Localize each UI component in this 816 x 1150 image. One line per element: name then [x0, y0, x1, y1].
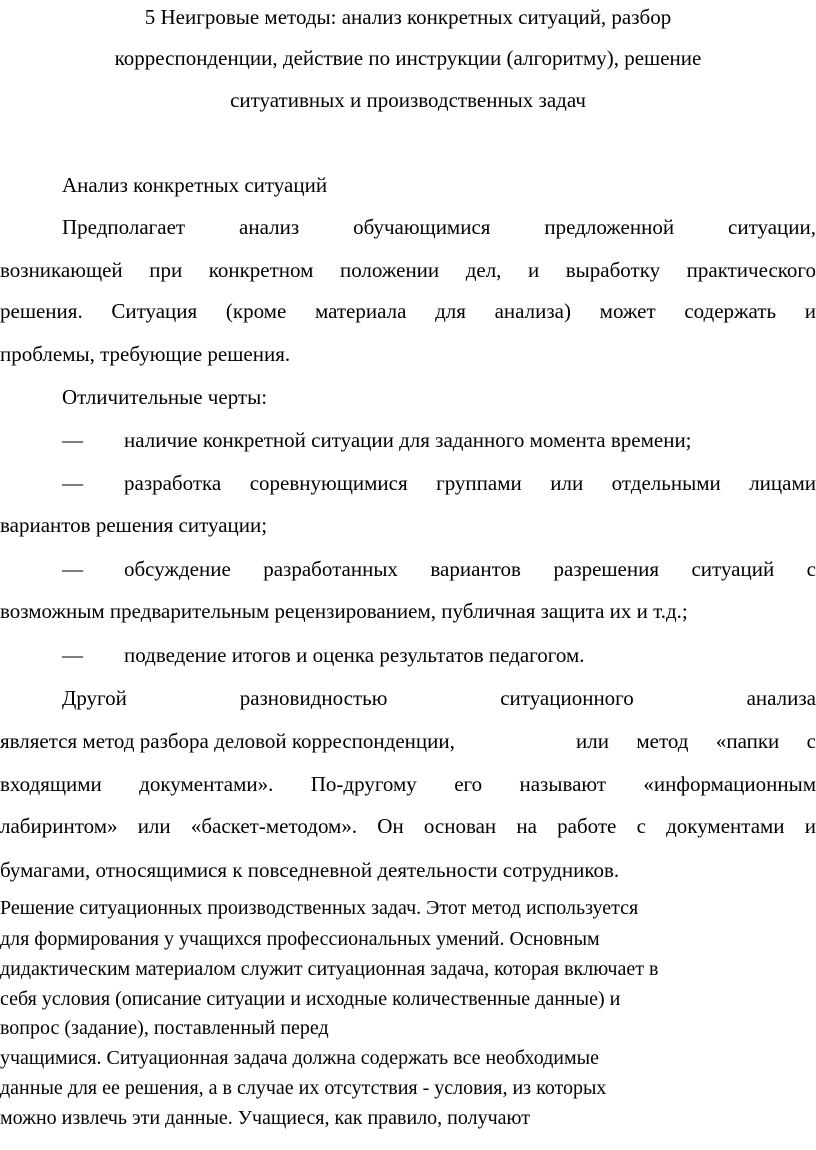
para1-line-4: проблемы, требующие решения.	[0, 342, 291, 366]
para3-line-6: учащимися. Ситуационная задача должна содержать все необходимые	[0, 1047, 599, 1069]
para1-line-3: решения. Ситуация (кроме материала для анализа) может содержать и	[0, 299, 816, 323]
bullet-dash: —	[62, 428, 83, 452]
bullet-dash: —	[62, 643, 83, 667]
para2-line-2a: является метод разбора деловой корреспонденции,	[0, 729, 455, 753]
para1-line-1: Предполагает анализ обучающимися предложенной ситуации,	[62, 215, 816, 239]
bullet-dash: —	[62, 471, 83, 495]
title-line-2: корреспонденции, действие по инструкции (алгоритму), решение	[114, 46, 702, 70]
para2-line-3: входящими документами». По-другому его называют «информационным	[0, 772, 816, 796]
bullet-3-continuation: возможным предварительным рецензированием, публичная защита их и т.д.;	[0, 599, 688, 623]
para3-line-2: для формирования у учащихся профессиональных умений. Основным	[0, 928, 600, 950]
para1-line-2: возникающей при конкретном положении дел, и выработку практического	[0, 258, 816, 282]
bullet-2-continuation: вариантов решения ситуации;	[0, 513, 268, 537]
para2-line-4: лабиринтом» или «баскет-методом». Он основан на работе с документами и	[0, 814, 816, 838]
bullet-1-text: наличие конкретной ситуации для заданного момента времени;	[124, 428, 692, 452]
para3-line-3: дидактическим материалом служит ситуационная задача, которая включает в	[0, 958, 659, 980]
bullet-4-text: подведение итогов и оценка результатов педагогом.	[124, 643, 585, 667]
section-heading: Анализ конкретных ситуаций	[62, 173, 328, 197]
para3-line-7: данные для ее решения, а в случае их отсутствия - условия, из которых	[0, 1077, 607, 1099]
features-heading: Отличительные черты:	[62, 385, 268, 409]
para2-line-5: бумагами, относящимися к повседневной деятельности сотрудников.	[0, 858, 620, 882]
para2-line-1: Другой разновидностью ситуационного анализа	[62, 686, 816, 710]
bullet-dash: —	[62, 557, 83, 581]
bullet-3-text: обсуждение разработанных вариантов разрешения ситуаций с	[124, 557, 816, 581]
para3-line-5: вопрос (задание), поставленный перед	[0, 1017, 329, 1039]
para2-line-2b: или метод «папки с	[576, 729, 816, 753]
para3-line-4: себя условия (описание ситуации и исходные количественные данные) и	[0, 988, 621, 1010]
para3-line-8: можно извлечь эти данные. Учащиеся, как правило, получают	[0, 1107, 530, 1129]
title-line-1: 5 Неигровые методы: анализ конкретных ситуаций, разбор	[144, 5, 672, 29]
title-line-3: ситуативных и производственных задач	[230, 88, 586, 112]
para3-line-1: Решение ситуационных производственных задач. Этот метод используется	[0, 897, 639, 919]
bullet-2-text: разработка соревнующимися группами или отдельными лицами	[124, 471, 816, 495]
